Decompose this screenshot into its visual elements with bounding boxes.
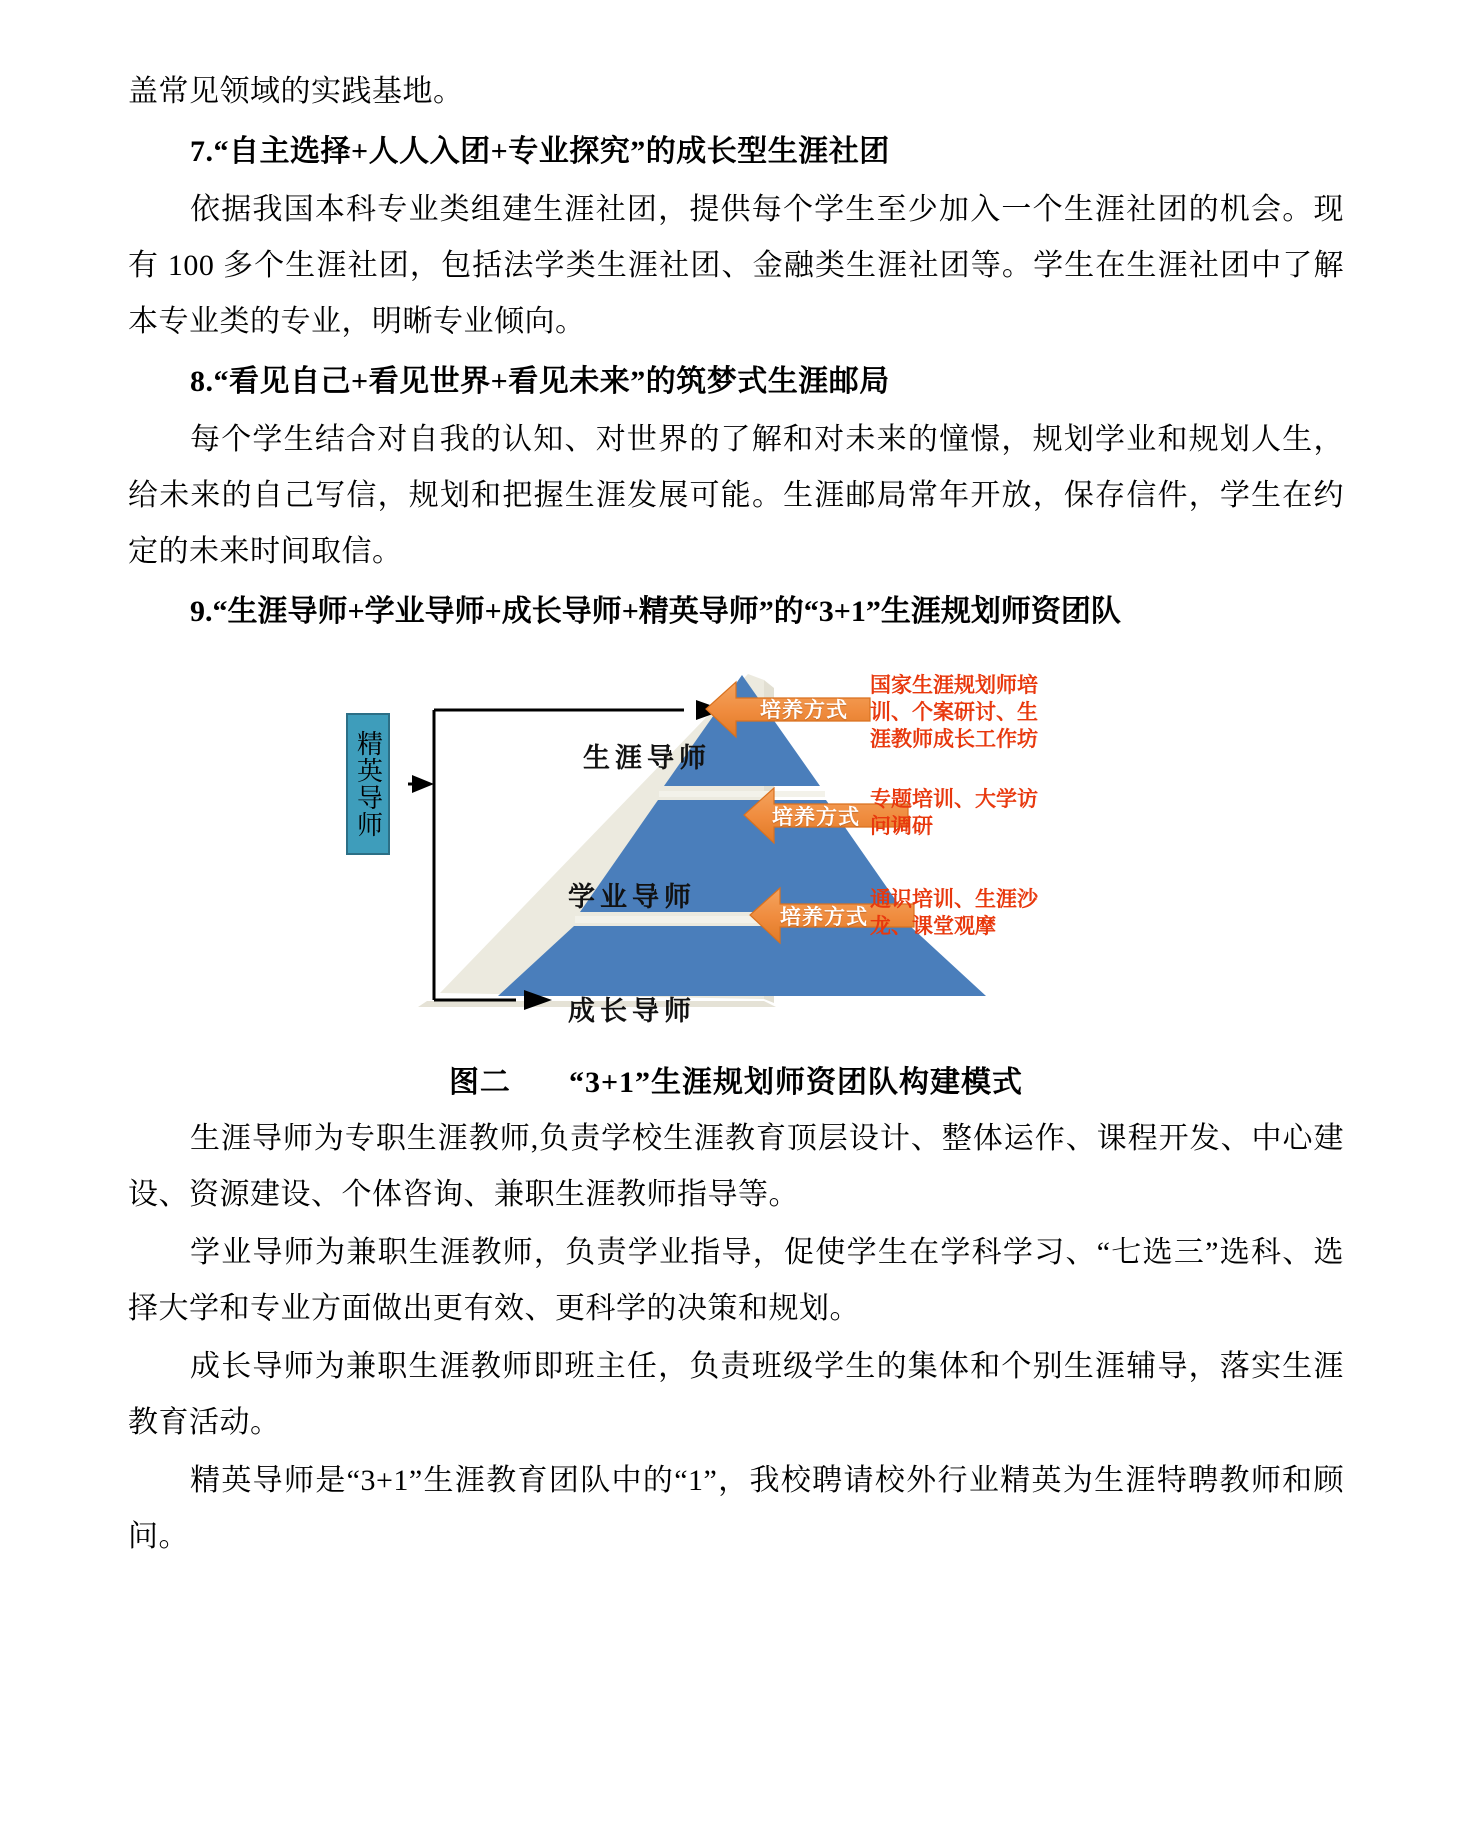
paragraph-academic-mentor: 学业导师为兼职生涯教师，负责学业指导，促使学生在学科学习、“七选三”选科、选择大学和专业方面做出更有效、更科学的决策和规划。 xyxy=(128,1236,1344,1325)
callout-text-2: 培养方式 xyxy=(772,805,860,829)
callout-label-1 xyxy=(726,681,866,737)
callout-label-2 xyxy=(738,788,878,844)
pyramid-figure xyxy=(128,658,1344,1043)
paragraph-career-mentor: 生涯导师为专职生涯教师,负责学校生涯教育顶层设计、整体运作、课程开发、中心建设、资源建设、个体咨询、兼职生涯教师指导等。 xyxy=(128,1122,1344,1211)
paragraph-growth-mentor: 成长导师为兼职生涯教师即班主任，负责班级学生的集体和个别生涯辅导，落实生涯教育活动。 xyxy=(128,1350,1344,1439)
elite-mentor-box: 精英导师 xyxy=(346,713,390,855)
annotation-1: 国家生涯规划师培训、个案研讨、生涯教师成长工作坊 xyxy=(870,674,1038,751)
tier-label-bottom: 成长导师 xyxy=(568,996,696,1026)
callout-text-3: 培养方式 xyxy=(780,905,868,929)
callout-label-3 xyxy=(746,888,886,944)
figure-caption xyxy=(128,1057,1344,1101)
arrowhead-elite xyxy=(412,775,434,793)
section-heading-7: 7.“自主选择+人人入团+专业探究”的成长型生涯社团 xyxy=(190,135,890,168)
annotation-2: 专题培训、大学访问调研 xyxy=(870,788,1038,838)
pyramid-figure-canvas xyxy=(128,658,1344,1043)
section-heading-8: 8.“看见自己+看见世界+看见未来”的筑梦式生涯邮局 xyxy=(190,365,890,398)
paragraph-elite-mentor: 精英导师是“3+1”生涯教育团队中的“1”，我校聘请校外行业精英为生涯特聘教师和顾问。 xyxy=(128,1464,1344,1553)
tier-label-middle: 学业导师 xyxy=(568,882,696,912)
figure-caption-label: 图二 xyxy=(448,1066,511,1099)
callout-text-1: 培养方式 xyxy=(760,698,848,722)
section-heading-9: 9.“生涯导师+学业导师+成长导师+精英导师”的“3+1”生涯规划师资团队 xyxy=(190,595,1121,628)
paragraph-7: 依据我国本科专业类组建生涯社团，提供每个学生至少加入一个生涯社团的机会。现有 100 多个生涯社团，包括法学类生涯社团、金融类生涯社团等。学生在生涯社团中了解本专业类的专业，明晰专业倾向。 xyxy=(128,193,1344,338)
paragraph-8: 每个学生结合对自我的认知、对世界的了解和对未来的憧憬，规划学业和规划人生，给未来的自己写信，规划和把握生涯发展可能。生涯邮局常年开放，保存信件，学生在约定的未来时间取信。 xyxy=(128,423,1344,568)
paragraph-continued: 盖常见领域的实践基地。 xyxy=(128,75,464,108)
tier-label-top: 生涯导师 xyxy=(583,743,711,773)
annotation-3: 通识培训、生涯沙龙、课堂观摩 xyxy=(870,888,1038,938)
figure-caption-title: “3+1”生涯规划师资团队构建模式 xyxy=(568,1066,1024,1099)
